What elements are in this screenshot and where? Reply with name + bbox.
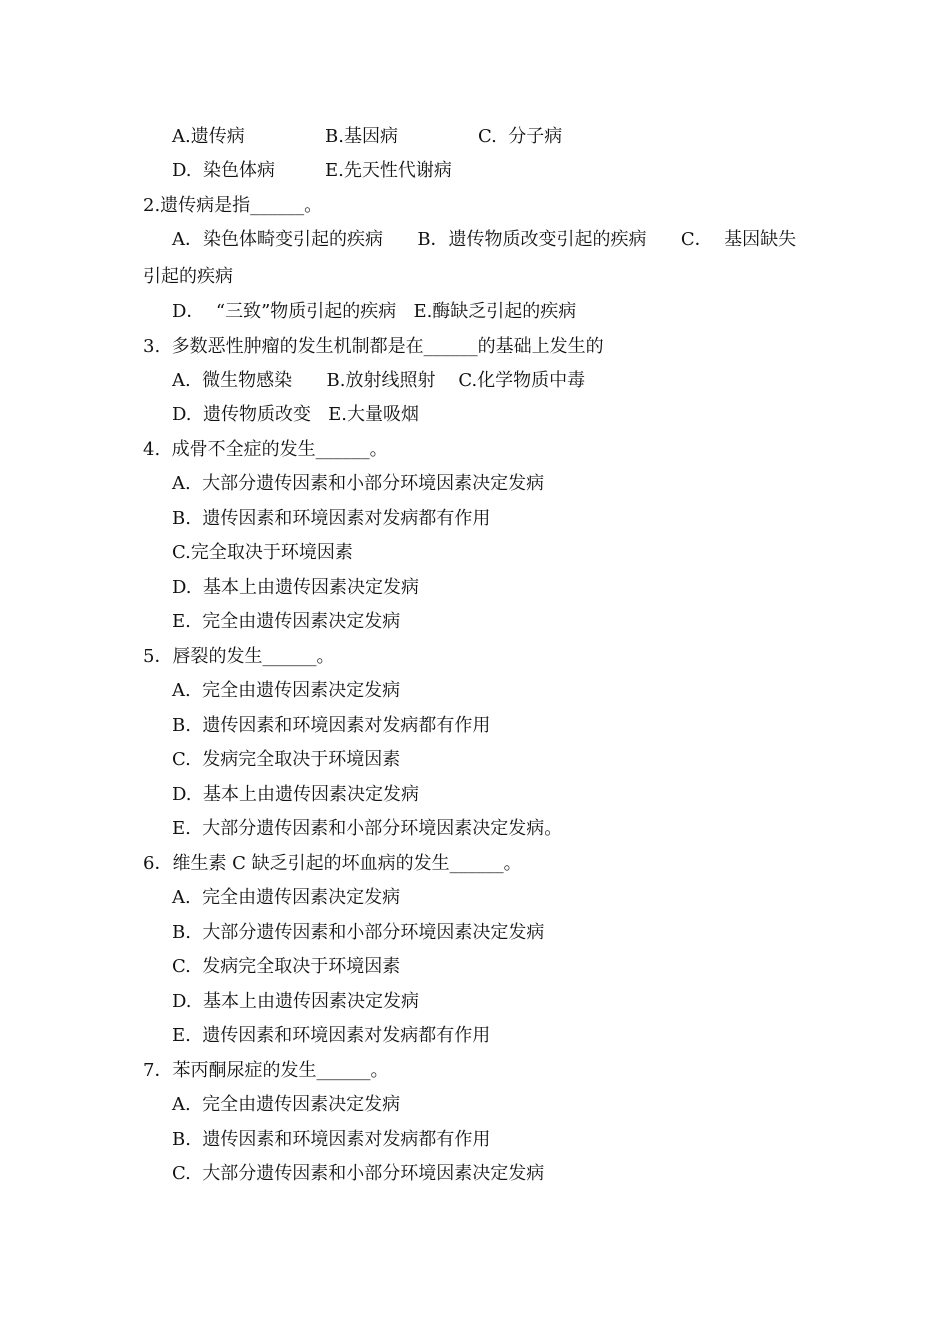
q1-option-e: E.先天性代谢病 (325, 160, 452, 181)
q6-option-d: D. 基本上由遗传因素决定发病 (172, 991, 419, 1012)
q7-option-c: C. 大部分遗传因素和小部分环境因素决定发病 (172, 1163, 545, 1184)
q4-option-e: E. 完全由遗传因素决定发病 (172, 611, 401, 632)
q7-stem: 7．苯丙酮尿症的发生______。 (143, 1060, 389, 1081)
q1-option-c: C. 分子病 (478, 126, 563, 147)
q6-option-c: C. 发病完全取决于环境因素 (172, 956, 401, 977)
q1-option-b: B.基因病 (325, 126, 398, 147)
q2-options-line1: A．染色体畸变引起的疾病 B．遗传物质改变引起的疾病 C． 基因缺失 (172, 229, 797, 250)
q4-option-b: B. 遗传因素和环境因素对发病都有作用 (172, 508, 491, 529)
q5-option-a: A. 完全由遗传因素决定发病 (172, 680, 401, 701)
q6-option-b: B. 大部分遗传因素和小部分环境因素决定发病 (172, 922, 545, 943)
q7-option-a: A. 完全由遗传因素决定发病 (172, 1094, 401, 1115)
q6-stem: 6．维生素 C 缺乏引起的坏血病的发生______。 (143, 853, 522, 874)
q5-option-c: C. 发病完全取决于环境因素 (172, 749, 401, 770)
q1-option-d: D. 染色体病 (172, 160, 275, 181)
q6-option-a: A. 完全由遗传因素决定发病 (172, 887, 401, 908)
q6-option-e: E. 遗传因素和环境因素对发病都有作用 (172, 1025, 491, 1046)
q4-option-d: D. 基本上由遗传因素决定发病 (172, 577, 419, 598)
q4-option-c: C.完全取决于环境因素 (172, 542, 353, 563)
q2-options-line2: D． “三致”物质引起的疾病 E.酶缺乏引起的疾病 (172, 301, 577, 322)
q3-options-line2: D. 遗传物质改变 E.大量吸烟 (172, 404, 419, 425)
q7-option-b: B. 遗传因素和环境因素对发病都有作用 (172, 1129, 491, 1150)
q4-stem: 4. 成骨不全症的发生______。 (143, 439, 388, 460)
q3-options-line1: A. 微生物感染 B.放射线照射 C.化学物质中毒 (172, 370, 586, 391)
q5-stem: 5．唇裂的发生______。 (143, 646, 335, 667)
q4-option-a: A. 大部分遗传因素和小部分环境因素决定发病 (172, 473, 545, 494)
q2-options-line1-cont: 引起的疾病 (143, 266, 233, 287)
q5-option-b: B. 遗传因素和环境因素对发病都有作用 (172, 715, 491, 736)
q2-stem: 2.遗传病是指______。 (143, 195, 323, 216)
q5-option-e: E. 大部分遗传因素和小部分环境因素决定发病。 (172, 818, 563, 839)
q3-stem: 3. 多数恶性肿瘤的发生机制都是在______的基础上发生的 (143, 336, 604, 357)
q1-option-a: A.遗传病 (172, 126, 245, 147)
q5-option-d: D. 基本上由遗传因素决定发病 (172, 784, 419, 805)
